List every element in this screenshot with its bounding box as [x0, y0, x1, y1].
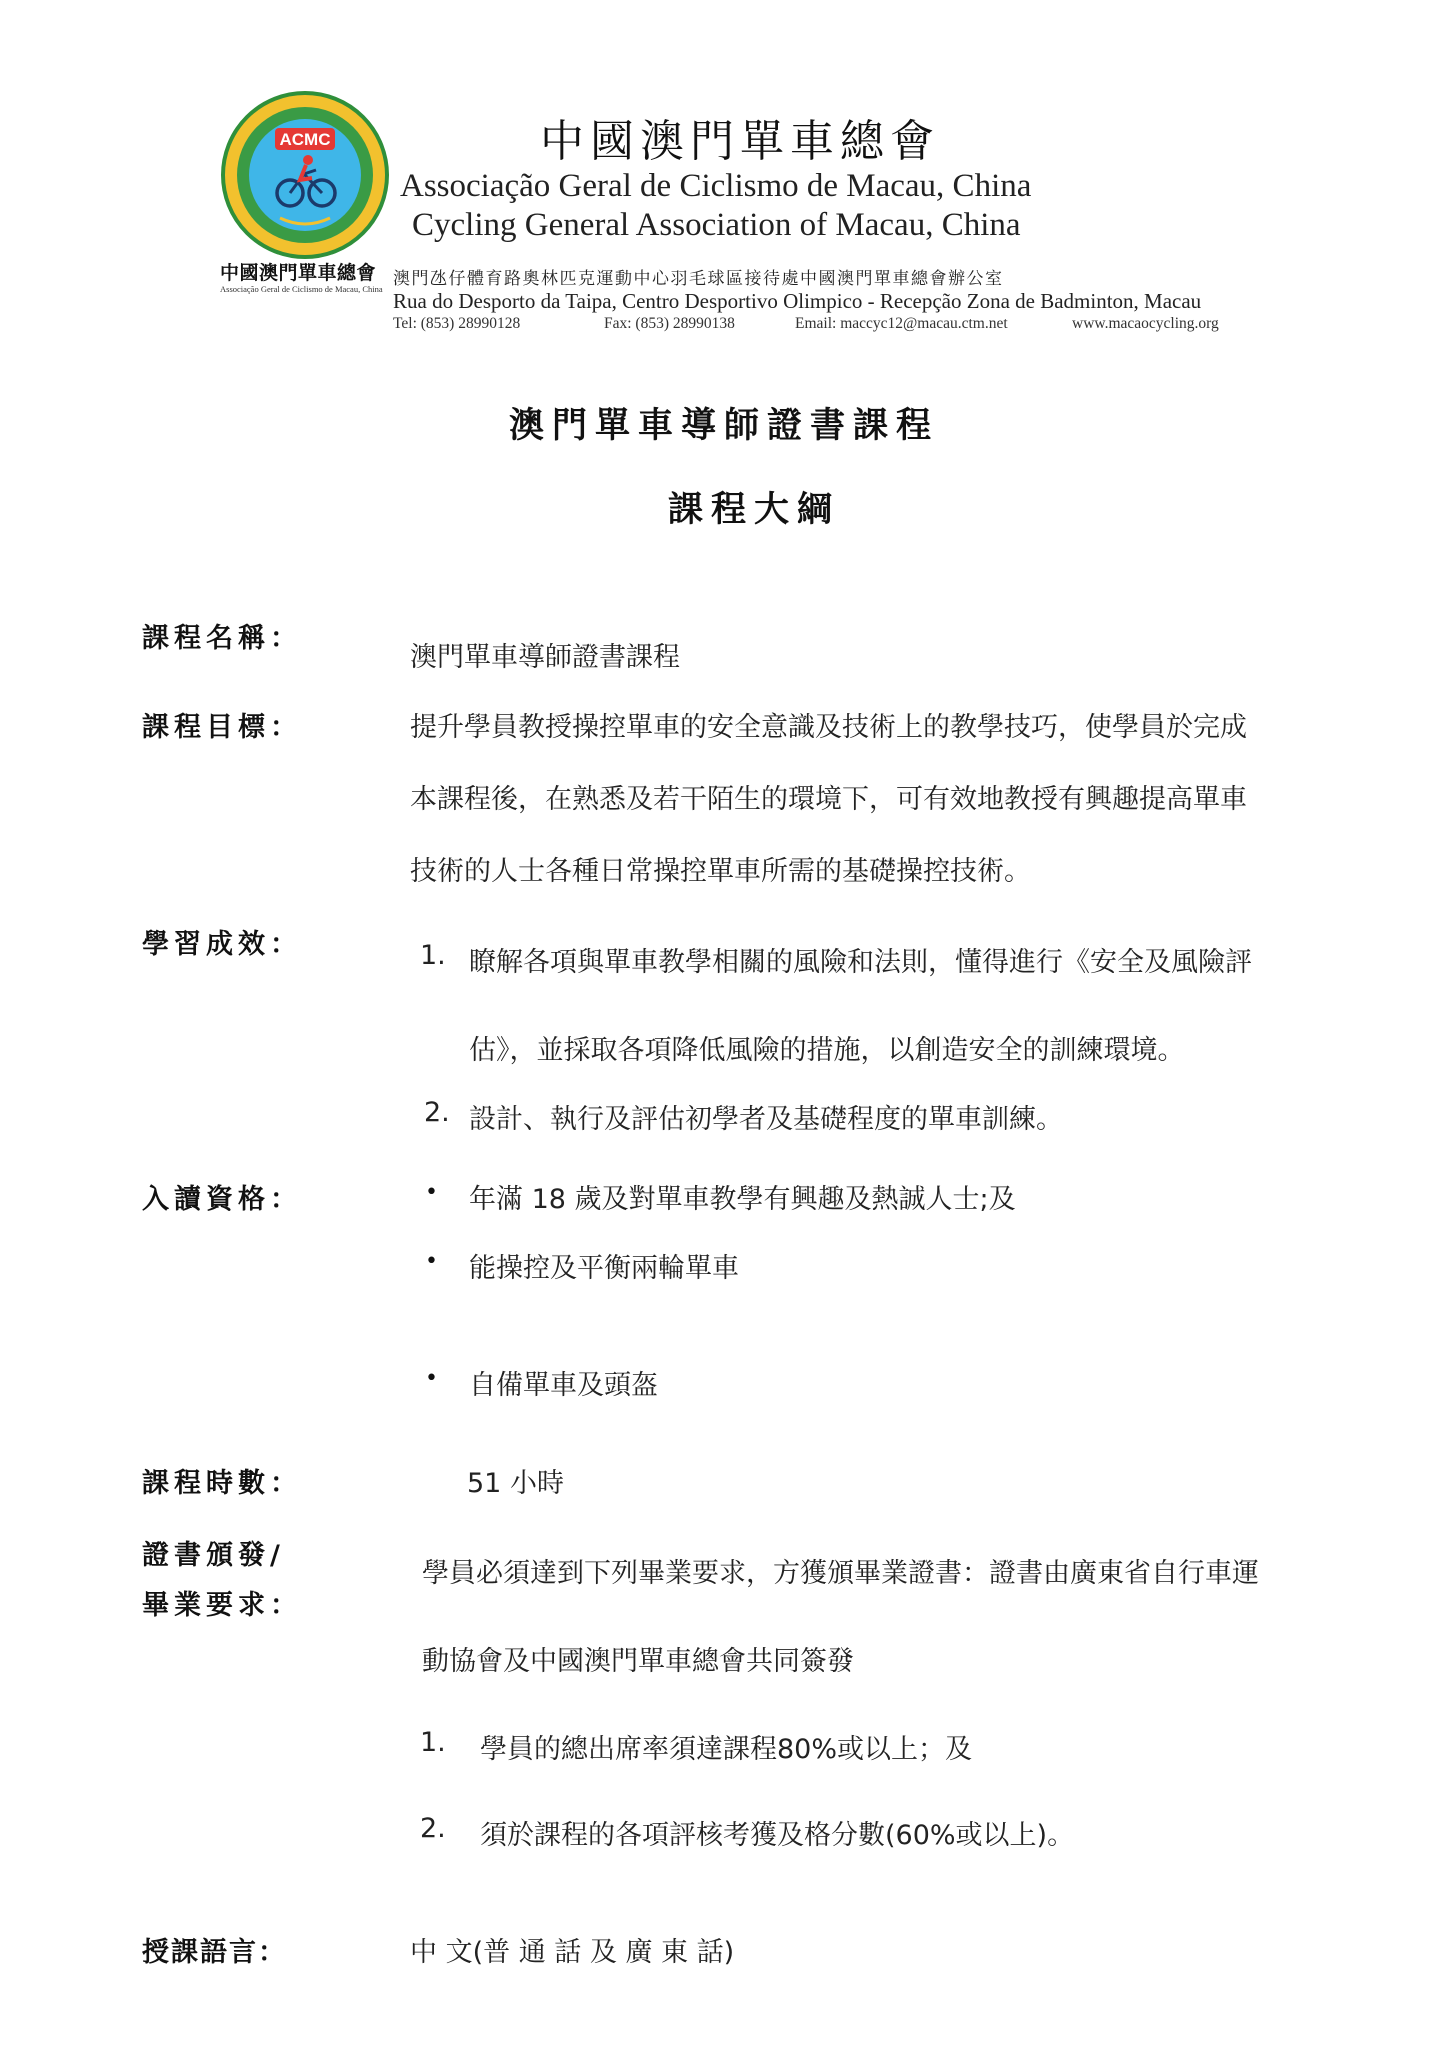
org-name-portuguese: Associação Geral de Ciclismo de Macau, China	[400, 168, 1032, 204]
entry-item: 能操控及平衡兩輪單車	[469, 1253, 739, 1284]
outcome-text: 瞭解各項與單車教學相關的風險和法則，懂得進行《安全及風險評	[469, 947, 1252, 978]
entry-item: 自備單車及頭盔	[469, 1370, 658, 1401]
requirement-number: 2.	[420, 1813, 446, 1844]
language-label: 授課語言：	[142, 1937, 287, 1968]
contact-website: www.macaocycling.org	[1072, 315, 1219, 332]
contact-tel: Tel: (853) 28990128	[393, 315, 521, 332]
certificate-intro: 動協會及中國澳門單車總會共同簽發	[422, 1646, 854, 1677]
requirement-number: 1.	[420, 1727, 446, 1758]
graduation-label: 畢業要求：	[142, 1590, 302, 1621]
objective-line: 本課程後，在熟悉及若干陌生的環境下，可有效地教授有興趣提高單車	[410, 784, 1247, 815]
address-chinese: 澳門氹仔體育路奧林匹克運動中心羽毛球區接待處中國澳門單車總會辦公室	[393, 269, 1004, 289]
bullet-icon: •	[425, 1366, 438, 1391]
document-title: 澳門單車導師證書課程	[508, 406, 939, 446]
certificate-label: 證書頒發/	[142, 1540, 285, 1571]
outcome-number: 1.	[420, 940, 446, 971]
outcomes-label: 學習成效：	[142, 929, 302, 960]
contact-fax: Fax: (853) 28990138	[604, 315, 735, 332]
requirement-text: 學員的總出席率須達課程80%或以上；及	[480, 1734, 973, 1765]
hours-value: 51 小時	[467, 1468, 564, 1499]
requirement-text: 須於課程的各項評核考獲及格分數(60%或以上)。	[480, 1820, 1075, 1851]
course-name-value: 澳門單車導師證書課程	[410, 642, 680, 673]
bullet-icon: •	[425, 1180, 438, 1205]
entry-label: 入讀資格：	[142, 1184, 302, 1215]
objective-line: 技術的人士各種日常操控單車所需的基礎操控技術。	[410, 856, 1031, 887]
contact-email: Email: maccyc12@macau.ctm.net	[795, 315, 1008, 332]
language-value: 中 文(普 通 話 及 廣 東 話)	[410, 1937, 735, 1968]
logo-emblem	[220, 90, 390, 260]
document-subtitle: 課程大綱	[667, 490, 840, 530]
logo-caption-chinese: 中國澳門單車總會	[220, 262, 377, 284]
logo-abbr: ACMC	[279, 130, 331, 149]
objective-label: 課程目標：	[142, 712, 302, 743]
outcome-text: 設計、執行及評估初學者及基礎程度的單車訓練。	[469, 1104, 1063, 1135]
logo-caption-portuguese: Associação Geral de Ciclismo de Macau, China	[220, 284, 383, 294]
address-portuguese: Rua do Desporto da Taipa, Centro Desportivo Olimpico - Recepção Zona de Badminton, Macau	[393, 289, 1202, 313]
course-name-label: 課程名稱：	[142, 623, 302, 654]
outcome-text: 估》，並採取各項降低風險的措施，以創造安全的訓練環境。	[469, 1035, 1185, 1066]
association-logo	[220, 90, 390, 260]
org-name-chinese: 中國澳門單車總會	[540, 116, 940, 167]
entry-item: 年滿 18 歲及對單車教學有興趣及熱誠人士;及	[469, 1184, 1016, 1215]
bullet-icon: •	[425, 1249, 438, 1274]
outcome-number: 2.	[424, 1097, 450, 1128]
hours-label: 課程時數：	[142, 1468, 302, 1499]
objective-line: 提升學員教授操控單車的安全意識及技術上的教學技巧，使學員於完成	[410, 712, 1247, 743]
certificate-intro: 學員必須達到下列畢業要求，方獲頒畢業證書：證書由廣東省自行車運	[422, 1558, 1259, 1589]
org-name-english: Cycling General Association of Macau, China	[412, 207, 1021, 243]
